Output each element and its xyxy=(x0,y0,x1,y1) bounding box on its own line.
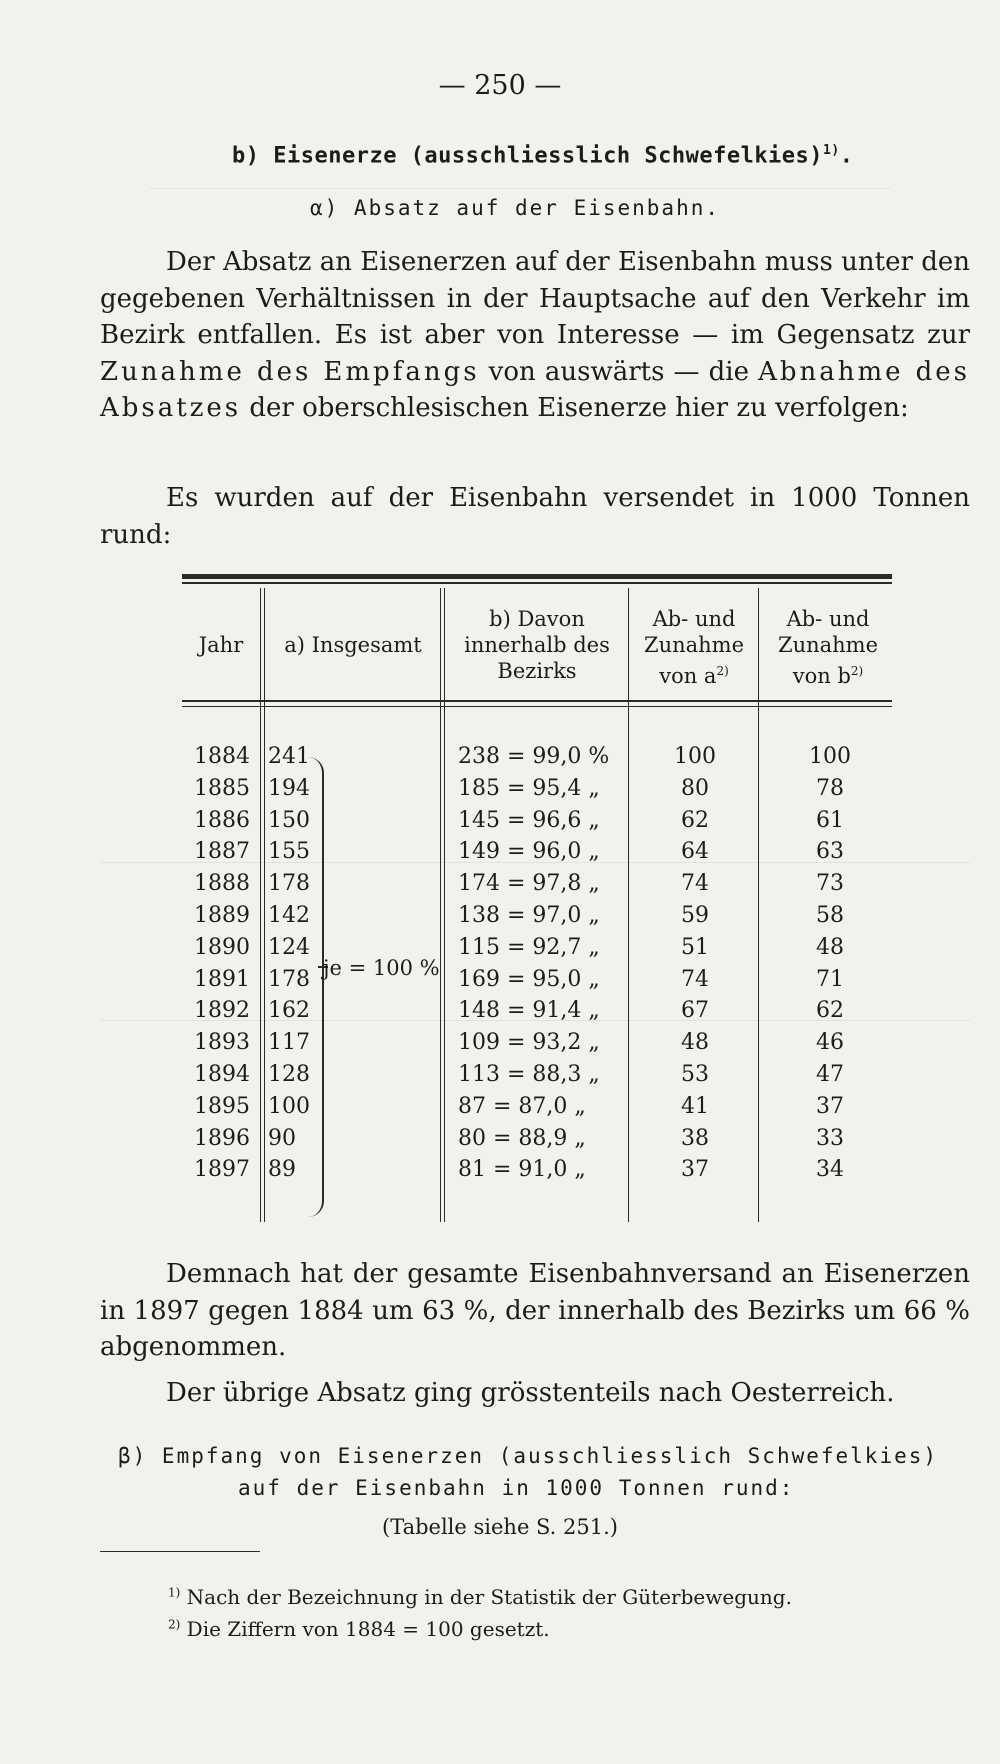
cell-change-b: 63 xyxy=(816,839,844,864)
cell-total: 155 xyxy=(268,839,310,864)
cell-change-b: 33 xyxy=(816,1126,844,1151)
cell-year: 1886 xyxy=(194,808,250,833)
para2-text: Es wurden auf der Eisenbahn versendet in 1000 Tonnen rund: xyxy=(100,483,970,550)
cell-change-a: 59 xyxy=(681,903,709,928)
cell-change-b: 73 xyxy=(816,871,844,896)
cell-total: 178 xyxy=(268,967,310,992)
footnote-2-text: Die Ziffern von 1884 = 100 gesetzt. xyxy=(180,1617,550,1641)
table-reference: (Tabelle siehe S. 251.) xyxy=(382,1515,618,1539)
cell-year: 1894 xyxy=(194,1062,250,1087)
para1-emphasis-1: Zunahme des Empfangs xyxy=(100,356,480,387)
cell-change-b: 37 xyxy=(816,1094,844,1119)
subsection-heading-beta: β) Empfang von Eisenerzen (ausschliesslich Schwefelkies) xyxy=(118,1444,939,1468)
cell-total: 100 xyxy=(268,1094,310,1119)
footnote-ref-2: 2) xyxy=(850,664,864,678)
header-total: a) Insgesamt xyxy=(284,633,422,657)
cell-year: 1895 xyxy=(194,1094,250,1119)
footnote-2 xyxy=(168,1617,550,1641)
para1-start: Der Absatz an Eisenerzen auf der Eisenbahn muss unter den gegebenen Verhältnissen in der Hauptsache auf den Verkehr im Bezirk entfallen. Es ist aber von Interesse — im Gegensatz zur xyxy=(100,247,970,350)
cell-within: 81 = 91,0 „ xyxy=(458,1157,586,1182)
cell-change-b: 34 xyxy=(816,1157,844,1182)
cell-change-a: 67 xyxy=(681,998,709,1023)
section-heading-end: . xyxy=(839,143,854,169)
paragraph-intro xyxy=(100,244,970,427)
subsection-heading-alpha: α) Absatz auf der Eisenbahn. xyxy=(310,196,721,220)
paragraph-austria xyxy=(100,1375,970,1412)
cell-year: 1892 xyxy=(194,998,250,1023)
column-divider xyxy=(260,588,265,1222)
cell-change-a: 100 xyxy=(674,744,716,769)
page-number: — 250 — xyxy=(438,70,562,101)
para1-end: der oberschlesischen Eisenerze hier zu verfolgen: xyxy=(241,393,909,423)
cell-change-b: 78 xyxy=(816,776,844,801)
header-change-b-text: Ab- und Zunahme von b xyxy=(777,607,879,688)
cell-year: 1887 xyxy=(194,839,250,864)
cell-year: 1891 xyxy=(194,967,250,992)
header-change-a-text: Ab- und Zunahme von a xyxy=(643,607,745,688)
cell-change-b: 62 xyxy=(816,998,844,1023)
cell-change-b: 48 xyxy=(816,935,844,960)
para4-text: Der übrige Absatz ging grösstenteils nach Oesterreich. xyxy=(166,1378,895,1408)
cell-total: 117 xyxy=(268,1030,310,1055)
cell-within: 145 = 96,6 „ xyxy=(458,808,600,833)
column-divider xyxy=(628,588,629,1222)
cell-total: 89 xyxy=(268,1157,296,1182)
header-change-b xyxy=(762,606,894,689)
cell-within: 113 = 88,3 „ xyxy=(458,1062,600,1087)
cell-year: 1893 xyxy=(194,1030,250,1055)
header-change-a xyxy=(632,606,756,689)
header-year: Jahr xyxy=(198,633,244,657)
cell-total: 128 xyxy=(268,1062,310,1087)
cell-year: 1896 xyxy=(194,1126,250,1151)
cell-change-a: 48 xyxy=(681,1030,709,1055)
footnote-1 xyxy=(168,1585,792,1609)
cell-total: 194 xyxy=(268,776,310,801)
cell-within: 87 = 87,0 „ xyxy=(458,1094,586,1119)
column-divider xyxy=(440,588,445,1222)
cell-within: 185 = 95,4 „ xyxy=(458,776,600,801)
cell-year: 1885 xyxy=(194,776,250,801)
footnote-ref-2: 2) xyxy=(716,664,729,678)
cell-total: 142 xyxy=(268,903,310,928)
brace xyxy=(308,757,324,1217)
cell-change-a: 80 xyxy=(681,776,709,801)
cell-change-a: 38 xyxy=(681,1126,709,1151)
paragraph-conclusion xyxy=(100,1256,970,1366)
cell-total: 124 xyxy=(268,935,310,960)
subsection-heading-beta-line2: auf der Eisenbahn in 1000 Tonnen rund: xyxy=(238,1476,795,1500)
table-header-rule xyxy=(182,700,892,702)
cell-change-a: 64 xyxy=(681,839,709,864)
footnote-1-text: Nach der Bezeichnung in der Statistik der Güterbewegung. xyxy=(180,1585,792,1609)
cell-year: 1890 xyxy=(194,935,250,960)
cell-year: 1888 xyxy=(194,871,250,896)
cell-change-a: 51 xyxy=(681,935,709,960)
cell-change-a: 37 xyxy=(681,1157,709,1182)
footnote-2-mark: 2) xyxy=(168,1617,181,1632)
cell-change-b: 100 xyxy=(809,744,851,769)
para1-emphasis-2: Abnahme des Absatzes xyxy=(100,356,970,423)
cell-within: 109 = 93,2 „ xyxy=(458,1030,600,1055)
cell-total: 241 xyxy=(268,744,310,769)
footnote-1-mark: 1) xyxy=(168,1585,181,1600)
cell-within: 138 = 97,0 „ xyxy=(458,903,600,928)
column-divider xyxy=(758,588,759,1222)
cell-total: 178 xyxy=(268,871,310,896)
section-heading xyxy=(232,143,853,168)
cell-change-a: 53 xyxy=(681,1062,709,1087)
cell-within: 169 = 95,0 „ xyxy=(458,967,600,992)
table-top-rule xyxy=(182,574,892,579)
cell-year: 1897 xyxy=(194,1157,250,1182)
cell-year: 1884 xyxy=(194,744,250,769)
cell-change-b: 71 xyxy=(816,967,844,992)
cell-change-b: 46 xyxy=(816,1030,844,1055)
cell-change-a: 74 xyxy=(681,967,709,992)
paragraph-table-intro xyxy=(100,480,970,553)
cell-within: 115 = 92,7 „ xyxy=(458,935,600,960)
cell-year: 1889 xyxy=(194,903,250,928)
cell-total: 162 xyxy=(268,998,310,1023)
header-within: b) Davon innerhalb des Bezirks xyxy=(464,607,610,683)
cell-within: 149 = 96,0 „ xyxy=(458,839,600,864)
footnote-ref-1: 1) xyxy=(823,143,840,158)
section-heading-text: b) Eisenerze (ausschliesslich Schwefelkies) xyxy=(232,143,824,169)
table-header-rule-thin xyxy=(182,706,892,707)
brace-label: je = 100 % xyxy=(323,956,440,980)
table-top-rule-thin xyxy=(182,582,892,584)
cell-change-a: 41 xyxy=(681,1094,709,1119)
cell-total: 90 xyxy=(268,1126,296,1151)
cell-change-a: 62 xyxy=(681,808,709,833)
cell-within: 148 = 91,4 „ xyxy=(458,998,600,1023)
cell-change-b: 58 xyxy=(816,903,844,928)
para3-text: Demnach hat der gesamte Eisenbahnversand an Eisenerzen in 1897 gegen 1884 um 63 %, der innerhalb des Bezirks um 66 % abgenommen. xyxy=(100,1259,970,1362)
cell-within: 80 = 88,9 „ xyxy=(458,1126,586,1151)
para1-mid: von auswärts — die xyxy=(479,356,759,387)
footnote-rule xyxy=(100,1551,260,1552)
cell-within: 174 = 97,8 „ xyxy=(458,871,600,896)
cell-change-a: 74 xyxy=(681,871,709,896)
cell-within: 238 = 99,0 % xyxy=(458,744,610,769)
cell-change-b: 61 xyxy=(816,808,844,833)
cell-change-b: 47 xyxy=(816,1062,844,1087)
cell-total: 150 xyxy=(268,808,310,833)
